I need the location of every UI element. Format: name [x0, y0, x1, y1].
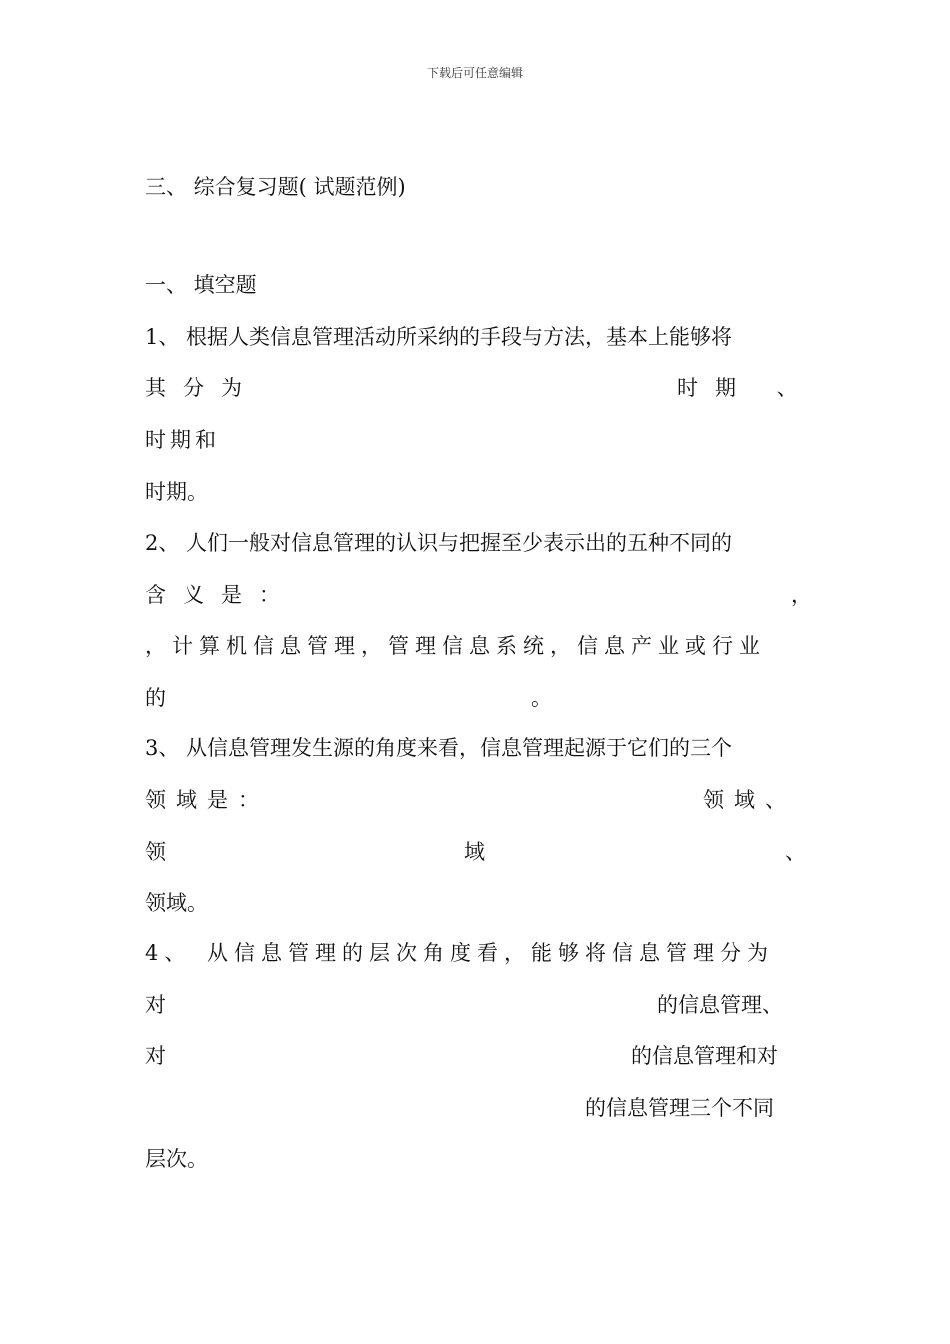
question-1-period-3: 时期。 [145, 480, 208, 504]
question-4-level-1-prefix: 对 [145, 993, 166, 1017]
question-3-line-2 [145, 785, 805, 815]
subsection-title [145, 270, 805, 300]
question-3-comma: 、 [785, 840, 806, 864]
question-1-period-1: 时期 、 [677, 376, 815, 400]
question-3-line-4 [145, 888, 805, 918]
question-2-suffix: 的 [145, 686, 166, 710]
question-2-comma: ， [791, 583, 812, 607]
question-4-line-3 [145, 1041, 805, 1071]
question-1-line-2 [145, 373, 815, 403]
question-2-line-2 [145, 580, 812, 610]
question-2-meanings: ，计算机信息管理，管理信息系统，信息产业或行业 [145, 634, 766, 658]
question-2-line-3 [145, 631, 805, 661]
question-1-line-3 [145, 425, 805, 455]
question-4-line-2 [145, 990, 805, 1020]
question-4-text: 从信息管理的层次角度看，能够将信息管理分为 [207, 941, 774, 965]
section-title [145, 172, 805, 202]
section-title-text: 三、 综合复习题( 试题范例) [145, 175, 406, 199]
question-4-suffix: 层次。 [145, 1147, 208, 1171]
question-3-line-1 [145, 733, 805, 763]
question-4-line-4 [145, 1093, 805, 1123]
question-3-text: 3、 从信息管理发生源的角度来看，信息管理起源于它们的三个 [145, 736, 733, 760]
question-3-domain-label: 领域是： [145, 788, 269, 812]
subsection-title-text: 一、 填空题 [145, 273, 257, 297]
question-1-line-4 [145, 477, 805, 507]
question-1-blank-prefix: 其分为 [145, 376, 259, 400]
question-2-line-4 [145, 683, 805, 713]
question-2-meaning-label: 含义是： [145, 583, 297, 607]
question-3-domain-2b: 域 [464, 840, 485, 864]
question-4-level-1: 的信息管理、 [657, 993, 783, 1017]
question-3-domain-3: 领域。 [145, 891, 208, 915]
question-3-domain-1: 领域、 [703, 788, 796, 812]
question-2-line-1 [145, 528, 805, 558]
question-3-line-3 [145, 837, 805, 867]
question-4-level-2: 的信息管理和对 [631, 1044, 778, 1068]
question-3-domain-2a: 领 [145, 840, 166, 864]
question-4-level-3: 的信息管理三个不同 [585, 1096, 774, 1120]
question-1-text: 1、 根据人类信息管理活动所采纳的手段与方法，基本上能够将 [145, 325, 733, 349]
question-2-period: 。 [531, 686, 552, 710]
question-4-number: 4、 [145, 941, 192, 965]
question-4-line-5 [145, 1144, 805, 1174]
question-4-line-1 [145, 938, 805, 968]
page-header: 下载后可任意编辑 [426, 66, 523, 80]
question-1-period-2: 时期和 [145, 428, 220, 452]
question-4-level-2-prefix: 对 [145, 1044, 166, 1068]
question-2-text: 2、 人们一般对信息管理的认识与把握至少表示出的五种不同的 [145, 531, 733, 555]
question-1-line-1 [145, 322, 805, 352]
